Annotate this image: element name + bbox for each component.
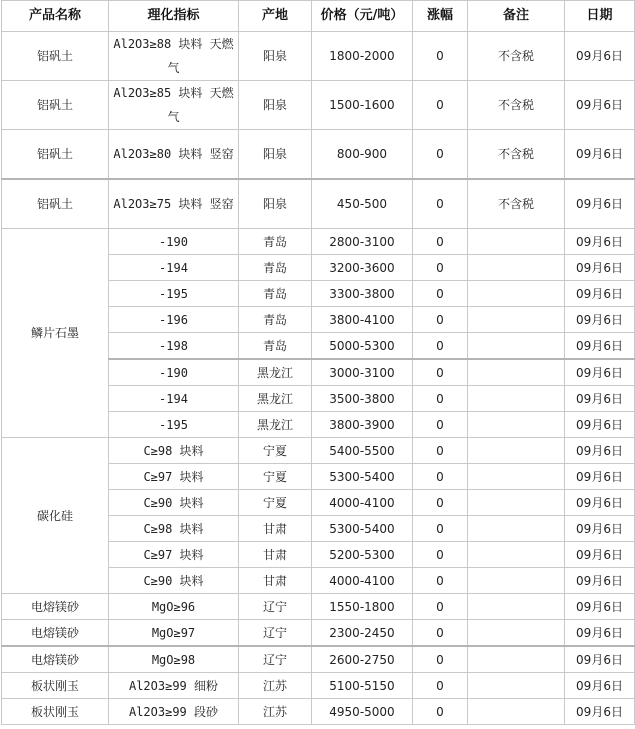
origin-cell: 阳泉 bbox=[239, 32, 312, 81]
price-cell: 5200-5300 bbox=[312, 542, 413, 568]
change-cell: 0 bbox=[413, 699, 468, 725]
product-cell: 电熔镁砂 bbox=[2, 646, 109, 673]
change-cell: 0 bbox=[413, 255, 468, 281]
origin-cell: 甘肃 bbox=[239, 542, 312, 568]
change-cell: 0 bbox=[413, 412, 468, 438]
origin-cell: 甘肃 bbox=[239, 516, 312, 542]
change-cell: 0 bbox=[413, 594, 468, 620]
date-cell: 09月6日 bbox=[565, 620, 635, 647]
note-cell bbox=[468, 464, 565, 490]
spec-cell: -190 bbox=[109, 359, 239, 386]
price-cell: 5300-5400 bbox=[312, 516, 413, 542]
header-price: 价格（元/吨） bbox=[312, 1, 413, 32]
product-cell: 铝矾土 bbox=[2, 81, 109, 130]
header-product: 产品名称 bbox=[2, 1, 109, 32]
origin-cell: 青岛 bbox=[239, 281, 312, 307]
note-cell bbox=[468, 281, 565, 307]
price-cell: 3500-3800 bbox=[312, 386, 413, 412]
spec-cell: Al2O3≥88 块料 天燃气 bbox=[109, 32, 239, 81]
date-cell: 09月6日 bbox=[565, 568, 635, 594]
origin-cell: 阳泉 bbox=[239, 130, 312, 180]
note-cell bbox=[468, 412, 565, 438]
origin-cell: 宁夏 bbox=[239, 490, 312, 516]
note-cell bbox=[468, 490, 565, 516]
note-cell bbox=[468, 646, 565, 673]
origin-cell: 青岛 bbox=[239, 333, 312, 360]
change-cell: 0 bbox=[413, 490, 468, 516]
product-cell-sic: 碳化硅 bbox=[2, 438, 109, 594]
change-cell: 0 bbox=[413, 307, 468, 333]
product-cell: 板状刚玉 bbox=[2, 673, 109, 699]
change-cell: 0 bbox=[413, 179, 468, 229]
spec-cell: -190 bbox=[109, 229, 239, 255]
spec-cell: C≥97 块料 bbox=[109, 464, 239, 490]
note-cell bbox=[468, 516, 565, 542]
date-cell: 09月6日 bbox=[565, 333, 635, 360]
change-cell: 0 bbox=[413, 81, 468, 130]
note-cell: 不含税 bbox=[468, 32, 565, 81]
origin-cell: 宁夏 bbox=[239, 438, 312, 464]
header-origin: 产地 bbox=[239, 1, 312, 32]
date-cell: 09月6日 bbox=[565, 229, 635, 255]
origin-cell: 青岛 bbox=[239, 307, 312, 333]
price-cell: 800-900 bbox=[312, 130, 413, 180]
change-cell: 0 bbox=[413, 32, 468, 81]
date-cell: 09月6日 bbox=[565, 412, 635, 438]
change-cell: 0 bbox=[413, 646, 468, 673]
origin-cell: 辽宁 bbox=[239, 594, 312, 620]
date-cell: 09月6日 bbox=[565, 646, 635, 673]
header-spec: 理化指标 bbox=[109, 1, 239, 32]
spec-cell: C≥90 块料 bbox=[109, 490, 239, 516]
origin-cell: 辽宁 bbox=[239, 646, 312, 673]
price-cell: 5300-5400 bbox=[312, 464, 413, 490]
price-cell: 1500-1600 bbox=[312, 81, 413, 130]
spec-cell: -195 bbox=[109, 412, 239, 438]
price-cell: 3800-3900 bbox=[312, 412, 413, 438]
date-cell: 09月6日 bbox=[565, 464, 635, 490]
origin-cell: 江苏 bbox=[239, 673, 312, 699]
note-cell bbox=[468, 699, 565, 725]
price-cell: 3800-4100 bbox=[312, 307, 413, 333]
table-row bbox=[2, 646, 635, 673]
origin-cell: 黑龙江 bbox=[239, 359, 312, 386]
price-cell: 5000-5300 bbox=[312, 333, 413, 360]
price-cell: 3200-3600 bbox=[312, 255, 413, 281]
origin-cell: 青岛 bbox=[239, 255, 312, 281]
header-note: 备注 bbox=[468, 1, 565, 32]
date-cell: 09月6日 bbox=[565, 281, 635, 307]
spec-cell: C≥90 块料 bbox=[109, 568, 239, 594]
product-cell: 铝矾土 bbox=[2, 130, 109, 180]
price-cell: 450-500 bbox=[312, 179, 413, 229]
note-cell bbox=[468, 568, 565, 594]
note-cell bbox=[468, 229, 565, 255]
spec-cell: C≥98 块料 bbox=[109, 516, 239, 542]
spec-cell: -198 bbox=[109, 333, 239, 360]
note-cell bbox=[468, 307, 565, 333]
date-cell: 09月6日 bbox=[565, 490, 635, 516]
spec-cell: MgO≥98 bbox=[109, 646, 239, 673]
change-cell: 0 bbox=[413, 542, 468, 568]
product-cell-graphite: 鳞片石墨 bbox=[2, 229, 109, 438]
note-cell bbox=[468, 673, 565, 699]
spec-cell: Al2O3≥99 段砂 bbox=[109, 699, 239, 725]
table-row bbox=[2, 673, 635, 699]
spec-cell: -194 bbox=[109, 255, 239, 281]
table-row bbox=[2, 699, 635, 725]
spec-cell: C≥98 块料 bbox=[109, 438, 239, 464]
spec-cell: Al2O3≥80 块料 竖窑 bbox=[109, 130, 239, 180]
header-row bbox=[2, 1, 635, 32]
note-cell bbox=[468, 359, 565, 386]
change-cell: 0 bbox=[413, 620, 468, 647]
spec-cell: MgO≥97 bbox=[109, 620, 239, 647]
note-cell bbox=[468, 620, 565, 647]
price-cell: 4950-5000 bbox=[312, 699, 413, 725]
note-cell bbox=[468, 542, 565, 568]
product-cell: 电熔镁砂 bbox=[2, 594, 109, 620]
date-cell: 09月6日 bbox=[565, 81, 635, 130]
change-cell: 0 bbox=[413, 130, 468, 180]
product-cell: 铝矾土 bbox=[2, 179, 109, 229]
origin-cell: 青岛 bbox=[239, 229, 312, 255]
origin-cell: 阳泉 bbox=[239, 81, 312, 130]
price-cell: 5400-5500 bbox=[312, 438, 413, 464]
table-row bbox=[2, 130, 635, 180]
change-cell: 0 bbox=[413, 516, 468, 542]
spec-cell: Al2O3≥75 块料 竖窑 bbox=[109, 179, 239, 229]
date-cell: 09月6日 bbox=[565, 594, 635, 620]
origin-cell: 黑龙江 bbox=[239, 386, 312, 412]
price-cell: 3300-3800 bbox=[312, 281, 413, 307]
price-cell: 3000-3100 bbox=[312, 359, 413, 386]
price-cell: 4000-4100 bbox=[312, 568, 413, 594]
table-row bbox=[2, 229, 635, 255]
note-cell bbox=[468, 594, 565, 620]
note-cell: 不含税 bbox=[468, 130, 565, 180]
date-cell: 09月6日 bbox=[565, 673, 635, 699]
spec-cell: -195 bbox=[109, 281, 239, 307]
change-cell: 0 bbox=[413, 386, 468, 412]
date-cell: 09月6日 bbox=[565, 359, 635, 386]
product-cell: 板状刚玉 bbox=[2, 699, 109, 725]
spec-cell: Al2O3≥85 块料 天燃气 bbox=[109, 81, 239, 130]
table-row bbox=[2, 32, 635, 81]
note-cell bbox=[468, 386, 565, 412]
date-cell: 09月6日 bbox=[565, 179, 635, 229]
note-cell: 不含税 bbox=[468, 81, 565, 130]
price-cell: 1550-1800 bbox=[312, 594, 413, 620]
product-cell: 铝矾土 bbox=[2, 32, 109, 81]
spec-cell: -194 bbox=[109, 386, 239, 412]
change-cell: 0 bbox=[413, 568, 468, 594]
header-date: 日期 bbox=[565, 1, 635, 32]
header-change: 涨幅 bbox=[413, 1, 468, 32]
change-cell: 0 bbox=[413, 673, 468, 699]
note-cell: 不含税 bbox=[468, 179, 565, 229]
price-cell: 2800-3100 bbox=[312, 229, 413, 255]
date-cell: 09月6日 bbox=[565, 516, 635, 542]
price-cell: 1800-2000 bbox=[312, 32, 413, 81]
table-row bbox=[2, 179, 635, 229]
note-cell bbox=[468, 438, 565, 464]
table-row bbox=[2, 81, 635, 130]
note-cell bbox=[468, 255, 565, 281]
date-cell: 09月6日 bbox=[565, 438, 635, 464]
date-cell: 09月6日 bbox=[565, 542, 635, 568]
origin-cell: 黑龙江 bbox=[239, 412, 312, 438]
change-cell: 0 bbox=[413, 359, 468, 386]
origin-cell: 辽宁 bbox=[239, 620, 312, 647]
price-cell: 2300-2450 bbox=[312, 620, 413, 647]
origin-cell: 江苏 bbox=[239, 699, 312, 725]
spec-cell: C≥97 块料 bbox=[109, 542, 239, 568]
price-cell: 2600-2750 bbox=[312, 646, 413, 673]
date-cell: 09月6日 bbox=[565, 699, 635, 725]
origin-cell: 阳泉 bbox=[239, 179, 312, 229]
change-cell: 0 bbox=[413, 333, 468, 360]
change-cell: 0 bbox=[413, 229, 468, 255]
spec-cell: MgO≥96 bbox=[109, 594, 239, 620]
date-cell: 09月6日 bbox=[565, 32, 635, 81]
date-cell: 09月6日 bbox=[565, 386, 635, 412]
table-row bbox=[2, 438, 635, 464]
change-cell: 0 bbox=[413, 464, 468, 490]
origin-cell: 甘肃 bbox=[239, 568, 312, 594]
price-table bbox=[1, 0, 635, 725]
note-cell bbox=[468, 333, 565, 360]
change-cell: 0 bbox=[413, 281, 468, 307]
product-cell: 电熔镁砂 bbox=[2, 620, 109, 647]
date-cell: 09月6日 bbox=[565, 130, 635, 180]
price-cell: 5100-5150 bbox=[312, 673, 413, 699]
date-cell: 09月6日 bbox=[565, 255, 635, 281]
table-row bbox=[2, 620, 635, 647]
spec-cell: Al2O3≥99 细粉 bbox=[109, 673, 239, 699]
price-cell: 4000-4100 bbox=[312, 490, 413, 516]
spec-cell: -196 bbox=[109, 307, 239, 333]
origin-cell: 宁夏 bbox=[239, 464, 312, 490]
table-row bbox=[2, 594, 635, 620]
date-cell: 09月6日 bbox=[565, 307, 635, 333]
change-cell: 0 bbox=[413, 438, 468, 464]
